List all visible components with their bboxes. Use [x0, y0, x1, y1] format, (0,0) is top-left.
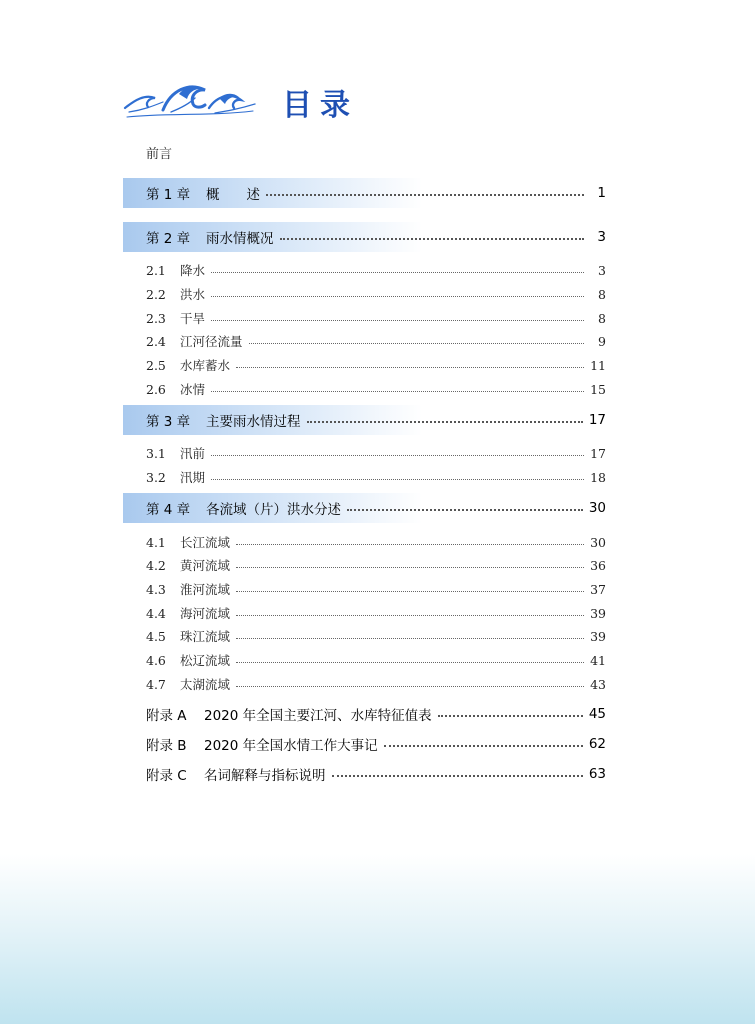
section-number: 2.2 — [146, 287, 166, 302]
section-title: 黄河流域 — [180, 558, 231, 573]
dot-leader — [236, 367, 584, 368]
appendix-label — [146, 704, 432, 724]
section-label — [146, 556, 230, 574]
appendix-label — [146, 734, 378, 754]
toc-section-2-3[interactable] — [123, 307, 606, 329]
section-number: 2.3 — [146, 311, 166, 326]
dot-leader — [266, 194, 584, 196]
page-number: 1 — [597, 185, 606, 201]
section-number: 3.2 — [146, 470, 166, 485]
dot-leader — [307, 421, 583, 423]
section-label — [146, 651, 230, 669]
toc-appendix-c[interactable] — [123, 762, 606, 786]
section-number: 4.4 — [146, 606, 166, 621]
chapter-title: 各流域（片）洪水分述 — [206, 502, 341, 518]
section-label — [146, 627, 230, 645]
dot-leader — [211, 455, 584, 456]
appendix-label — [146, 764, 326, 784]
section-title: 降水 — [180, 263, 206, 278]
toc-section-4-2[interactable] — [123, 554, 606, 576]
toc-chapter-1[interactable] — [123, 178, 606, 208]
appendix-title: 2020 年全国水情工作大事记 — [204, 738, 378, 754]
toc-appendix-a[interactable] — [123, 702, 606, 726]
page-number: 18 — [590, 469, 606, 485]
dot-leader — [347, 509, 583, 511]
dot-leader — [236, 544, 584, 545]
section-title: 海河流域 — [180, 606, 231, 621]
page-number: 45 — [588, 706, 606, 722]
page-number: 17 — [588, 412, 606, 428]
section-label — [146, 468, 205, 486]
dot-leader — [332, 775, 583, 777]
section-title: 江河径流量 — [180, 334, 243, 349]
dot-leader — [438, 715, 583, 717]
section-number: 4.1 — [146, 535, 166, 550]
toc-section-3-2[interactable] — [123, 466, 606, 488]
section-label — [146, 675, 230, 693]
page-number: 30 — [590, 534, 606, 550]
section-label — [146, 580, 230, 598]
page-number: 39 — [590, 628, 606, 644]
toc-section-4-7[interactable] — [123, 673, 606, 695]
page-number: 30 — [588, 500, 606, 516]
dot-leader — [211, 479, 584, 480]
page-number: 36 — [590, 557, 606, 573]
bottom-water-background — [0, 854, 755, 1024]
dot-leader — [211, 272, 584, 273]
section-title: 洪水 — [180, 287, 206, 302]
dot-leader — [211, 296, 584, 297]
toc-section-2-6[interactable] — [123, 378, 606, 400]
page-number: 9 — [598, 333, 606, 349]
toc-chapter-4[interactable] — [123, 493, 606, 523]
section-number: 4.6 — [146, 653, 166, 668]
section-title: 太湖流域 — [180, 677, 231, 692]
section-number: 3.1 — [146, 446, 166, 461]
section-label — [146, 332, 243, 350]
chapter-number: 第 3 章 — [146, 414, 191, 430]
page-number: 17 — [590, 445, 606, 461]
section-label — [146, 261, 205, 279]
toc-section-4-3[interactable] — [123, 578, 606, 600]
appendix-number: 附录 C — [146, 768, 187, 784]
dot-leader — [236, 591, 584, 592]
page-number: 11 — [590, 357, 606, 373]
dot-leader — [211, 391, 584, 392]
wave-icon — [123, 80, 258, 120]
section-number: 2.4 — [146, 334, 166, 349]
section-title: 珠江流域 — [180, 629, 231, 644]
appendix-title: 2020 年全国主要江河、水库特征值表 — [204, 708, 432, 724]
toc-chapter-3[interactable] — [123, 405, 606, 435]
section-title: 汛期 — [180, 470, 206, 485]
section-label — [146, 380, 205, 398]
chapter-number: 第 2 章 — [146, 231, 191, 247]
section-number: 4.5 — [146, 629, 166, 644]
dot-leader — [249, 343, 584, 344]
page-title: 目录 — [282, 88, 358, 123]
preface-entry[interactable]: 前言 — [146, 147, 173, 162]
section-number: 4.7 — [146, 677, 166, 692]
section-number: 4.2 — [146, 558, 166, 573]
page-number: 62 — [588, 736, 606, 752]
section-label — [146, 356, 230, 374]
chapter-number: 第 4 章 — [146, 502, 191, 518]
toc-section-3-1[interactable] — [123, 442, 606, 464]
chapter-title: 概 述 — [206, 187, 260, 203]
section-label — [146, 444, 205, 462]
chapter-label — [146, 498, 341, 518]
section-number: 4.3 — [146, 582, 166, 597]
appendix-title: 名词解释与指标说明 — [204, 768, 326, 784]
page-number: 39 — [590, 605, 606, 621]
page-number: 15 — [590, 381, 606, 397]
toc-section-4-1[interactable] — [123, 531, 606, 553]
section-title: 松辽流域 — [180, 653, 231, 668]
section-title: 干旱 — [180, 311, 206, 326]
dot-leader — [236, 686, 584, 687]
chapter-label — [146, 227, 274, 247]
appendix-number: 附录 B — [146, 738, 187, 754]
page-number: 43 — [590, 676, 606, 692]
page-number: 63 — [588, 766, 606, 782]
dot-leader — [384, 745, 583, 747]
section-title: 冰情 — [180, 382, 206, 397]
toc-chapter-2[interactable] — [123, 222, 606, 252]
section-title: 汛前 — [180, 446, 206, 461]
dot-leader — [236, 615, 584, 616]
toc-section-4-4[interactable] — [123, 602, 606, 624]
chapter-label — [146, 410, 301, 430]
section-label — [146, 285, 205, 303]
page-number: 41 — [590, 652, 606, 668]
dot-leader — [236, 638, 584, 639]
section-label — [146, 309, 205, 327]
dot-leader — [236, 567, 584, 568]
section-number: 2.6 — [146, 382, 166, 397]
toc-section-2-4[interactable] — [123, 330, 606, 352]
appendix-number: 附录 A — [146, 708, 187, 724]
dot-leader — [236, 662, 584, 663]
section-label — [146, 604, 230, 622]
page-number: 3 — [597, 229, 606, 245]
toc-section-4-5[interactable] — [123, 625, 606, 647]
dot-leader — [211, 320, 584, 321]
section-number: 2.5 — [146, 358, 166, 373]
toc-appendix-b[interactable] — [123, 732, 606, 756]
page-number: 8 — [598, 310, 606, 326]
toc-section-2-2[interactable] — [123, 283, 606, 305]
section-title: 长江流域 — [180, 535, 231, 550]
page-number: 3 — [598, 262, 606, 278]
toc-section-4-6[interactable] — [123, 649, 606, 671]
chapter-title: 雨水情概况 — [206, 231, 274, 247]
section-title: 淮河流域 — [180, 582, 231, 597]
section-number: 2.1 — [146, 263, 166, 278]
chapter-label — [146, 183, 260, 203]
toc-section-2-1[interactable] — [123, 259, 606, 281]
page-number: 37 — [590, 581, 606, 597]
toc-section-2-5[interactable] — [123, 354, 606, 376]
page-number: 8 — [598, 286, 606, 302]
section-label — [146, 533, 230, 551]
dot-leader — [280, 238, 585, 240]
chapter-title: 主要雨水情过程 — [206, 414, 301, 430]
section-title: 水库蓄水 — [180, 358, 231, 373]
chapter-number: 第 1 章 — [146, 187, 191, 203]
